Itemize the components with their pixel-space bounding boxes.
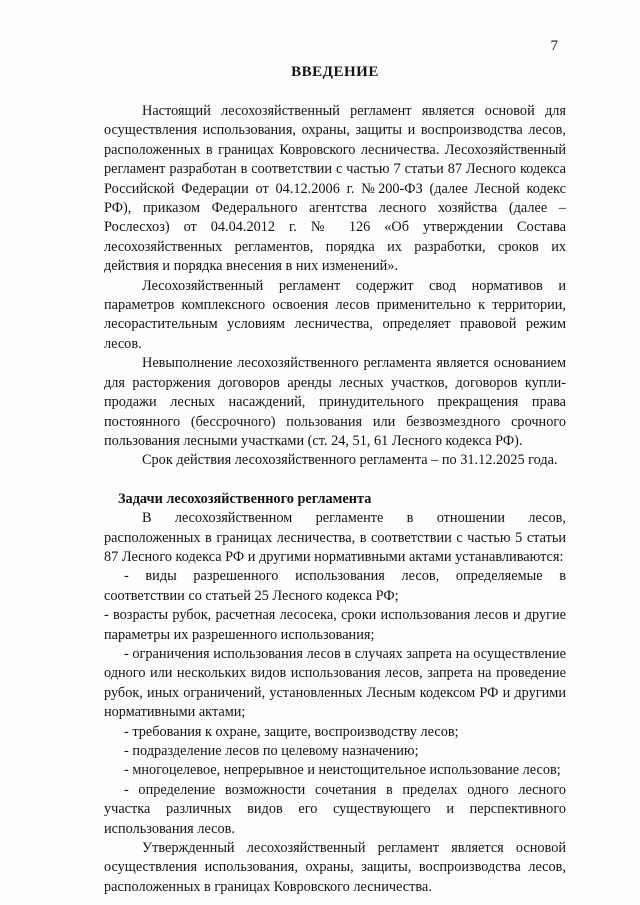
intro-paragraph: Настоящий лесохозяйственный регламент является основой для осуществления использования, охраны, защиты и воспроизводства лесов, расположенных в границах Ковровского лесничества. Лесохозяйственный регламент разработан в соответствии с частью 7 статьи 87 Лесного кодекса Российской Федерации от 04.12.2006 г. №200-ФЗ (далее Лесной кодекс РФ), приказом Федерального агентства лесного хозяйства (далее – Рослесхоз) от 04.04.2012 г. № 126 «Об утверждении Состава лесохозяйственных регламентов, порядка их разработки, сроков их действия и порядка внесения в них изменений». [104,103,566,275]
intro-paragraph: Невыполнение лесохозяйственного регламента является основанием для расторжения договоров аренды лесных участков, договоров купли-продажи лесных насаждений, принудительного прекращения права постоянного (бессрочного) пользования или безвозмездного срочного пользования лесными участками (ст. 24, 51, 61 Лесного кодекса РФ). [104,355,566,449]
page-title: ВВЕДЕНИЕ [291,64,379,80]
task-list-item: - виды разрешенного использования лесов, определяемые в соответствии со статьей 25 Лесного кодекса РФ; [104,568,566,604]
task-list-item: - возрасты рубок, расчетная лесосека, сроки использования лесов и другие параметры их разрешенного использования; [104,607,566,643]
task-list-item: - ограничения использования лесов в случаях запрета на осуществление одного или нескольких видов использования лесов, запрета на проведение рубок, иных ограничений, установленных Лесным кодексом РФ и другими нормативными актами; [104,645,566,721]
task-list-item: - многоцелевое, непрерывное и неистощительное использование лесов; [124,762,561,779]
page-number: 7 [550,38,558,54]
task-list-item: - определение возможности сочетания в пределах одного лесного участка различных видов его существующего и перспективного использования лесов. [104,781,566,837]
validity-paragraph: Срок действия лесохозяйственного регламента – по 31.12.2025 года. [142,452,558,469]
closing-paragraph: Утвержденный лесохозяйственный регламент является основой осуществления использования, охраны, защиты, воспроизводства лесов, расположенных в границах Ковровского лесничества. [104,840,566,895]
task-list-item: - требования к охране, защите, воспроизводству лесов; [124,723,459,740]
task-list-item: - подразделение лесов по целевому назначению; [124,743,419,759]
intro-paragraph: Лесохозяйственный регламент содержит свод нормативов и параметров комплексного освоения лесов применительно к территории, лесорастительным условиям лесничества, определяет правовой режим лесов. [104,277,566,352]
document-body [104,62,566,897]
tasks-intro-paragraph: В лесохозяйственном регламенте в отношении лесов, расположенных в границах лесничества, в соответствии с частью 5 статьи 87 Лесного кодекса РФ и другими нормативными актами устанавливаются: [104,510,566,565]
section-heading: Задачи лесохозяйственного регламента [118,490,372,507]
